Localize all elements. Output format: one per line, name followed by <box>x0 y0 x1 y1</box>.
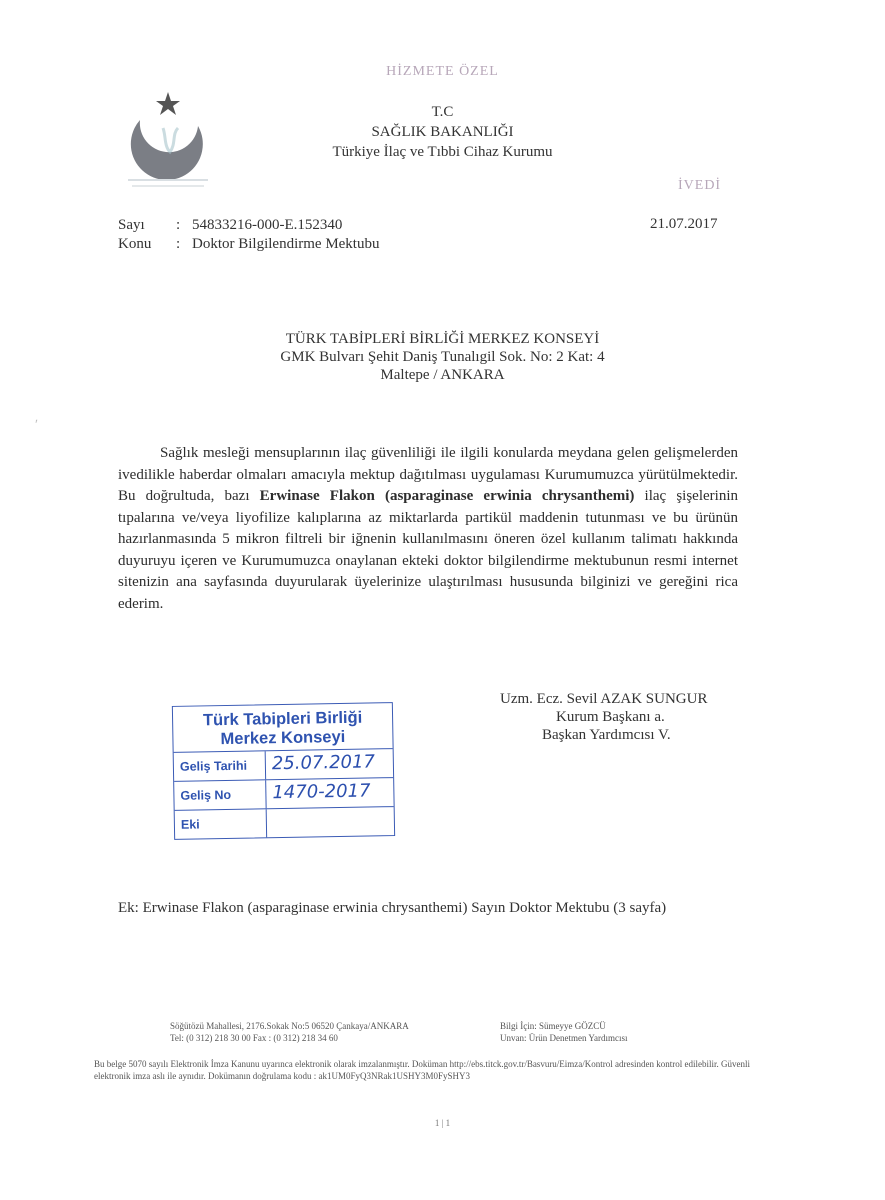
body-product-name: Erwinase Flakon (asparaginase erwinia chrysanthemi) <box>259 488 635 504</box>
stamp-number-value: 1470-2017 <box>272 780 371 804</box>
footer-info-title: Unvan: Ürün Denetmen Yardımcısı <box>500 1033 628 1043</box>
sayi-row <box>118 216 379 235</box>
konu-label: Konu <box>118 236 152 252</box>
sayi-label: Sayı <box>118 217 145 233</box>
document-date: 21.07.2017 <box>650 216 718 232</box>
attachment-note: Ek: Erwinase Flakon (asparaginase erwinia chrysanthemi) Sayın Doktor Mektubu (3 sayfa) <box>118 900 667 916</box>
body-part2: ilaç şişelerinin tıpalarına ve/veya liyofilize kalıplarına az miktarlarda partikül maddenin tutunması ve bu ürünün hazırlanmasında 5 mikron filtreli bir iğnenin kullanılmasını öneren özel kullanım talimatı hakkında duyuruyu içeren ve Kurumumuzca onaylanan ekteki doktor bilgilendirme mektubunun resmi internet sitenizin ana sayfasında duyurularak üyelerinize ulaştırılması hususunda bilginizi ve gereğini rica ederim. <box>118 488 738 612</box>
signature-block <box>500 690 707 744</box>
footer-info: Bilgi İçin: Sümeyye GÖZCÜ <box>500 1021 606 1031</box>
stamp-row-date <box>174 749 393 782</box>
page-number: 1 | 1 <box>434 1118 451 1128</box>
stamp-title: Türk Tabipleri Birliği Merkez Konseyi <box>173 703 393 753</box>
addressee-name: TÜRK TABİPLERİ BİRLİĞİ MERKEZ KONSEYİ <box>285 331 600 347</box>
addressee-city: Maltepe / ANKARA <box>380 367 505 383</box>
stamp-attachment-label: Eki <box>175 809 267 839</box>
body-part1: Sağlık mesleği mensuplarının ilaç güvenliliği ile ilgili konularda meydana gelen gelişmelerden ivedilikle haberdar olmaları amacıyla mektup dağıtılması uygulaması Kurumumuzca yürütülmektedir. Bu doğrultuda, bazı <box>118 445 738 504</box>
konu-colon: : <box>176 236 181 252</box>
footer-address-block <box>170 1020 409 1044</box>
footer-address: Söğütözü Mahallesi, 2176.Sokak No:5 06520 Çankaya/ANKARA <box>170 1021 409 1031</box>
classification-label: HİZMETE ÖZEL <box>386 64 499 79</box>
stamp-number-label: Geliş No <box>174 780 266 810</box>
stamp-row-attachment <box>175 807 394 839</box>
document-meta <box>118 216 379 254</box>
document-header <box>0 102 885 162</box>
addressee-block <box>0 330 885 384</box>
konu-row <box>118 235 379 254</box>
konu-value: Doktor Bilgilendirme Mektubu <box>192 236 380 252</box>
stamp-row-number <box>174 778 393 811</box>
scan-artifact: ʹ <box>35 418 39 433</box>
stamp-date-label: Geliş Tarihi <box>174 751 266 781</box>
addressee-street: GMK Bulvarı Şehit Daniş Tunalıgil Sok. No: 2 Kat: 4 <box>280 349 605 365</box>
receipt-stamp <box>172 702 395 840</box>
header-tc: T.C <box>431 104 454 120</box>
signer-name: Uzm. Ecz. Sevil AZAK SUNGUR <box>500 691 708 707</box>
header-ministry: SAĞLIK BAKANLIĞI <box>371 124 514 140</box>
urgency-label: İVEDİ <box>678 178 722 193</box>
stamp-attachment-value <box>267 807 394 837</box>
e-signature-notice: Bu belge 5070 sayılı Elektronik İmza Kanunu uyarınca elektronik olarak imzalanmıştır. Doküman http://ebs.titck.gov.tr/Basvuru/Eimza/Kontrol adresinden kontrol edilebilir. Güvenli elektronik imza aslı ile aynıdır. Dokümanın doğrulama kodu : ak1UM0FyQ3NRak1USHY3M0FySHY3 <box>94 1059 751 1081</box>
letter-body <box>118 443 738 615</box>
signer-title2: Başkan Yardımcısı V. <box>542 727 671 743</box>
sayi-value: 54833216-000-E.152340 <box>192 217 343 233</box>
footer-contact-block <box>500 1020 627 1044</box>
sayi-colon: : <box>176 217 181 233</box>
header-agency: Türkiye İlaç ve Tıbbi Cihaz Kurumu <box>332 144 553 160</box>
footer-phone: Tel: (0 312) 218 30 00 Fax : (0 312) 218 34 60 <box>170 1033 338 1043</box>
stamp-date-value: 25.07.2017 <box>271 751 376 775</box>
signer-title1: Kurum Başkanı a. <box>556 709 665 725</box>
